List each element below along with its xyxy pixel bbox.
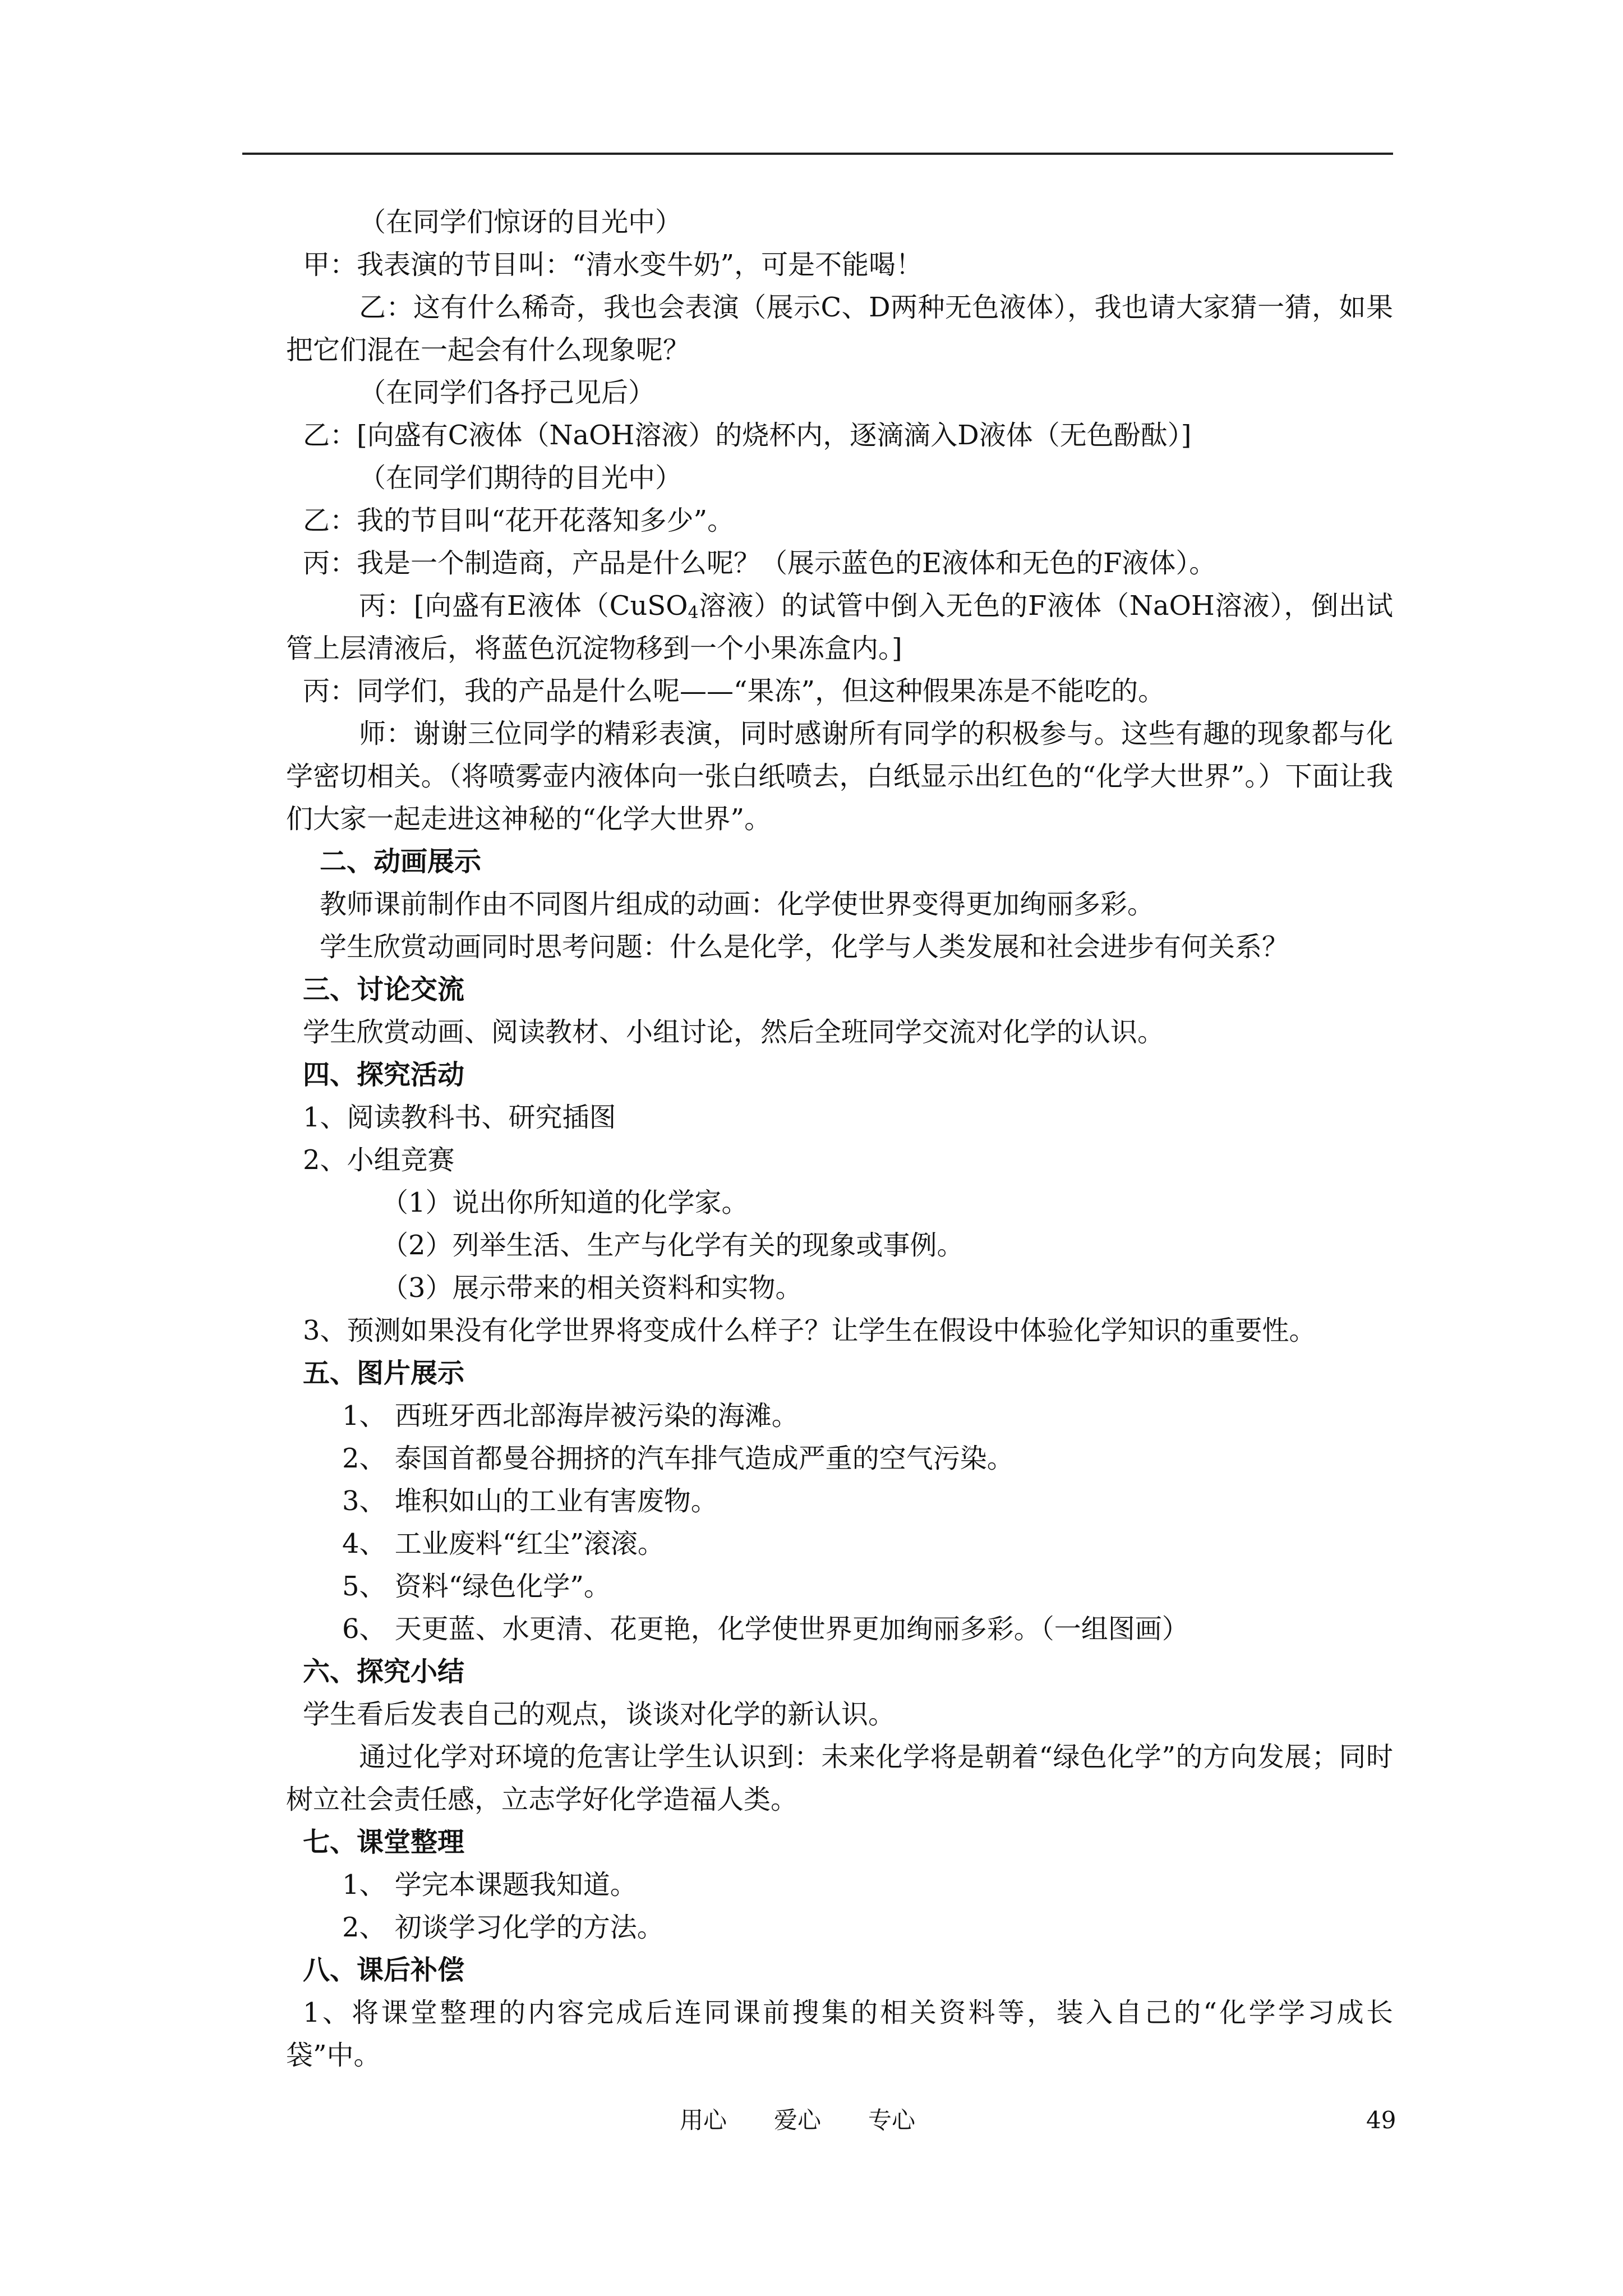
list-item: 6、 天更蓝、水更清、花更艳，化学使世界更加绚丽多彩。（一组图画） — [342, 1613, 1189, 1645]
list-item: 1、阅读教科书、研究插图 — [303, 1102, 616, 1133]
section-heading: 八、课后补偿 — [303, 1954, 465, 1986]
dialogue-text: 溶液）的试管中倒入无色的F液体（NaOH溶液），倒出试管上层清液后，将蓝色沉淀物移到一个小果冻盒内。] — [286, 590, 1393, 664]
section-heading: 五、图片展示 — [303, 1358, 465, 1389]
list-item: （3）展示带来的相关资料和实物。 — [381, 1272, 803, 1304]
paragraph: 学生欣赏动画、阅读教材、小组讨论，然后全班同学交流对化学的认识。 — [303, 1016, 1165, 1048]
section-heading: 六、探究小结 — [303, 1656, 465, 1687]
dialogue-line: 乙：[向盛有C液体（NaOH溶液）的烧杯内，逐滴滴入D液体（无色酚酞）] — [303, 420, 1192, 451]
list-item: 1、 西班牙西北部海岸被污染的海滩。 — [342, 1400, 799, 1432]
list-item: 2、 泰国首都曼谷拥挤的汽车排气造成严重的空气污染。 — [342, 1443, 1014, 1474]
paragraph: 通过化学对环境的危害让学生认识到：未来化学将是朝着“绿色化学”的方向发展；同时树立社会责任感，立志学好化学造福人类。 — [286, 1741, 1393, 1815]
list-item: （2）列举生活、生产与化学有关的现象或事例。 — [381, 1230, 964, 1261]
subscript: 4 — [688, 603, 699, 623]
list-item: 3、预测如果没有化学世界将变成什么样子？让学生在假设中体验化学知识的重要性。 — [303, 1315, 1316, 1346]
dialogue-line: 丙：同学们，我的产品是什么呢——“果冻”，但这种假果冻是不能吃的。 — [303, 675, 1165, 707]
dialogue-line: 师：谢谢三位同学的精彩表演，同时感谢所有同学的积极参与。这些有趣的现象都与化学密切相关。（将喷雾壶内液体向一张白纸喷去，白纸显示出红色的“化学大世界”。）下面让我们大家一起走进这神秘的“化学大世界”。 — [286, 718, 1393, 835]
list-item: 2、小组竞赛 — [303, 1144, 455, 1176]
list-item: 2、 初谈学习化学的方法。 — [342, 1912, 664, 1943]
paragraph: 学生欣赏动画同时思考问题：什么是化学，化学与人类发展和社会进步有何关系？ — [320, 931, 1289, 963]
page-number: 49 — [1366, 2106, 1396, 2134]
stage-direction: （在同学们期待的目光中） — [359, 462, 683, 494]
section-heading: 二、动画展示 — [320, 846, 482, 877]
list-item: 5、 资料“绿色化学”。 — [342, 1571, 611, 1602]
section-heading: 四、探究活动 — [303, 1059, 465, 1091]
dialogue-line: 乙：我的节目叫“花开花落知多少”。 — [303, 505, 735, 536]
paragraph: 教师课前制作由不同图片组成的动画：化学使世界变得更加绚丽多彩。 — [320, 889, 1155, 920]
list-item: （1）说出你所知道的化学家。 — [381, 1187, 749, 1218]
list-item: 3、 堆积如山的工业有害废物。 — [342, 1485, 718, 1517]
dialogue-line: 丙：我是一个制造商，产品是什么呢？（展示蓝色的E液体和无色的F液体）。 — [303, 547, 1216, 579]
section-heading: 三、讨论交流 — [303, 974, 465, 1005]
paragraph: 学生看后发表自己的观点，谈谈对化学的新认识。 — [303, 1699, 896, 1730]
list-item: 1、将课堂整理的内容完成后连同课前搜集的相关资料等，装入自己的“化学学习成长袋”中。 — [286, 1997, 1393, 2071]
dialogue-line: 乙：这有什么稀奇，我也会表演（展示C、D两种无色液体），我也请大家猜一猜，如果把它们混在一起会有什么现象呢？ — [286, 292, 1393, 366]
stage-direction: （在同学们各抒己见后） — [359, 377, 656, 408]
list-item: 1、 学完本课题我知道。 — [342, 1869, 637, 1901]
dialogue-text: 丙：[向盛有E液体（CuSO — [359, 590, 688, 622]
section-heading: 七、课堂整理 — [303, 1826, 465, 1858]
list-item: 4、 工业废料“红尘”滚滚。 — [342, 1528, 665, 1559]
stage-direction: （在同学们惊讶的目光中） — [359, 206, 683, 238]
dialogue-line — [286, 585, 1393, 670]
header-rule — [242, 153, 1393, 155]
dialogue-line: 甲：我表演的节目叫：“清水变牛奶”，可是不能喝！ — [303, 249, 923, 280]
footer-motto: 用心 爱心 专心 — [680, 2106, 916, 2134]
